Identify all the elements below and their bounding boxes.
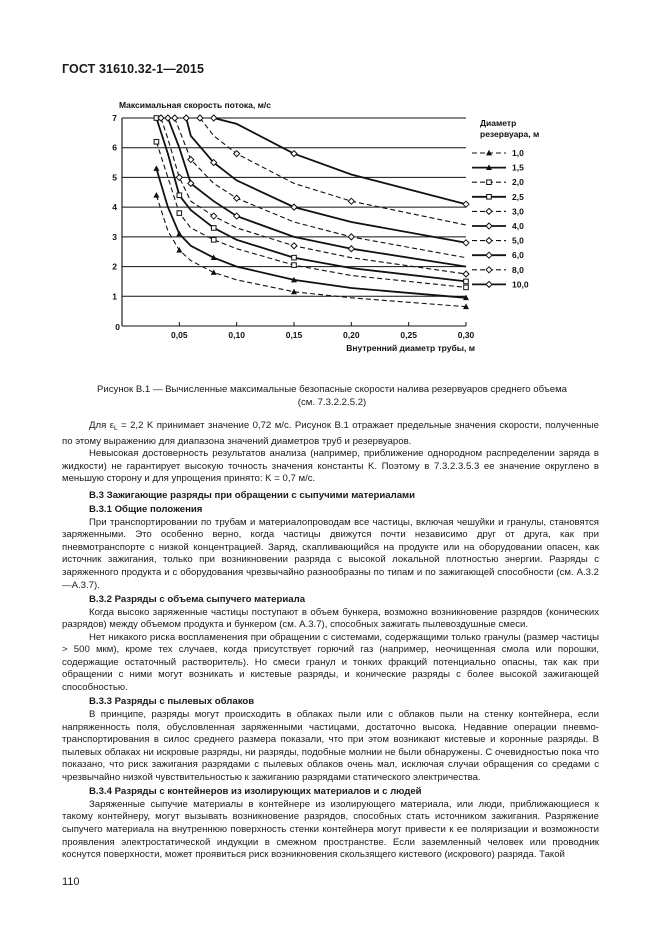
data-point	[211, 213, 217, 219]
data-point	[348, 246, 354, 252]
legend-label: 2,0	[512, 177, 524, 188]
chart-svg	[100, 96, 560, 358]
x-tick-label: 0,30	[457, 330, 475, 340]
data-point	[292, 263, 297, 268]
page-number: 110	[62, 876, 80, 888]
x-tick-label: 0,20	[343, 330, 360, 340]
y-tick-label: 5	[112, 172, 117, 183]
data-point	[234, 195, 240, 201]
x-axis-label: Внутренний диаметр трубы, м	[346, 343, 475, 353]
legend-label: 2,5	[512, 191, 524, 202]
p1-start: Для ε	[89, 420, 114, 431]
data-point	[177, 193, 182, 198]
data-point	[211, 269, 217, 275]
data-point	[291, 289, 297, 295]
data-point	[464, 285, 469, 290]
legend-label: 1,0	[512, 148, 524, 158]
legend-marker	[486, 208, 492, 214]
flow-velocity-chart	[100, 96, 560, 358]
y-tick-label: 1	[112, 291, 117, 302]
data-point	[291, 204, 297, 210]
section-b33-heading: В.3.3 Разряды с пылевых облаков	[89, 696, 255, 708]
y-axis-label: Максимальная скорость потока, м/с	[119, 100, 271, 110]
data-point	[176, 247, 182, 253]
data-point	[153, 165, 159, 171]
legend-label: 10,0	[512, 279, 529, 290]
y-tick-label: 6	[112, 142, 117, 153]
legend-label: 8,0	[512, 264, 524, 275]
data-point	[348, 234, 354, 240]
series-line	[156, 142, 466, 288]
x-tick-label: 0,25	[400, 330, 417, 340]
legend-label: 6,0	[512, 250, 524, 261]
legend-title-line-2: резервуара, м	[480, 129, 540, 139]
series-line	[200, 118, 466, 225]
data-point	[176, 231, 182, 237]
x-tick-label: 0,15	[285, 330, 303, 340]
figure-caption	[62, 384, 602, 409]
y-tick-label: 3	[112, 231, 117, 242]
legend-marker	[486, 252, 492, 258]
legend-label: 5,0	[512, 235, 524, 246]
data-point	[211, 115, 217, 121]
data-point	[154, 139, 159, 144]
section-b32-text-1: Когда высоко заряженные частицы поступают в объем бункера, возможно возникновение разрядов (конических разрядов) между объемом продукта и бункером (см. А.3.7), способных зажигать пылевоздушные смеси.	[62, 606, 599, 631]
legend-marker	[486, 281, 492, 287]
section-b34-heading: В.3.4 Разряды с контейнеров из изолирующих материалов и с людей	[89, 786, 422, 798]
caption-line-1: Рисунок В.1 — Вычисленные максимальные безопасные скорости налива резервуаров среднего объема	[96, 384, 568, 395]
section-b33-text: В принципе, разряды могут происходить в облаках пыли или с облаков пыли на стенку контейнера, если напряженность поля, обусловленная заряженными частицами, достаточно высока. Недавние операции пневмотранспортирования в силос среднего размера показали, что при этом возникают кистевые и коронные разряды. В пылевых облаках ни искровые разряды, ни разряды, подобные молнии не были обнаружены. С очевидностью пока что показано, что риск зажигания разрядами с пылевых облаков очень мал, исключая случаи обращения со средами с чрезвычайно низкой чувствительностью к зажиганию разрядами статического электричества.	[62, 709, 599, 783]
data-point	[463, 271, 469, 277]
section-b31-heading: В.3.1 Общие положения	[89, 504, 203, 516]
legend-marker	[486, 223, 492, 229]
paragraph-2: Невысокая достоверность результатов анализа (например, приближение однородном распределении заряда в жидкости) не гарантирует высокую точность значения константы K. Поэтому в 7.3.2.3.5.3 ее значение округлено в меньшую сторону и для упрощения принято: K = 0,7 м/с.	[62, 448, 599, 485]
series-line	[156, 118, 466, 281]
caption-line-2: (см. 7.3.2.2.5.2)	[297, 396, 367, 408]
legend-marker	[486, 267, 492, 273]
section-b32-heading: В.3.2 Разряды с объема сыпучего материала	[89, 594, 306, 606]
x-tick-label: 0,05	[171, 330, 188, 340]
data-point	[292, 255, 297, 260]
data-point	[177, 211, 182, 216]
data-point	[211, 238, 216, 243]
section-b34-text: Заряженные сыпучие материалы в контейнере из изолирующего материала, или люди, приближающиеся к такому контейнеру, могут вызывать возникновение разрядов, способных стать источником зажигания. Разряжение сыпучего материала на внутреннюю поверхность стенки контейнера могут привести к ее поляризации и возможности проявления электростатической индукции в смежном пространстве. Если заземленный человек или проводник коснутся поверхности, может проявиться риск возникновения скользящего кистевого (искрового) разряда. Такой	[62, 798, 599, 861]
legend-title-line-1: Диаметр	[480, 118, 517, 128]
data-point	[153, 192, 159, 198]
section-b31-text: При транспортировании по трубам и материалопроводам все частицы, включая чешуйки и гранулы, становятся заряженными. Это особенно верно, когда частицы движутся почти независимо друг от друга, как при пневмотранспорте с низкой концентрацией. Заряд, скапливающийся на продукте или на оборудовании опасен, как источник зажигания, только при возникновении разряда с высокой локальной плотностью энергии. Разряды с заряженного продукта и с оборудования чрезвычайно разнообразны по типам и по зажигающей способности (см. А.3.2—А.3.7).	[62, 516, 599, 591]
data-point	[291, 243, 297, 249]
data-point	[463, 240, 469, 246]
section-b32-text-2: Нет никакого риска воспламенения при обращении с системами, содержащими только гранулы (размер частицы > 500 мкм), кроме тех случаев, когда присутствует горючий газ (например, неочищенная смола или порошки, содержащие остаточный растворитель). Но смеси гранул и тонких фракций потенциально опасны, так как при обращении с ними могут возникать и кистевые разряды, и конические разряды с более высокой зажигающей способностью.	[62, 631, 599, 693]
legend-marker	[486, 238, 492, 244]
data-point	[464, 279, 469, 284]
legend-label: 1,5	[512, 162, 524, 173]
data-point	[188, 157, 194, 163]
p1-subscript: L	[114, 425, 118, 432]
p1-end: = 2,2 K принимает значение 0,72 м/с. Рисунок В.1 отражает предельные значения скорости, полученные по этому выражению для диапазона значений диаметров труб и резервуаров.	[62, 420, 599, 447]
legend-marker	[487, 195, 492, 200]
data-point	[176, 174, 182, 180]
data-point	[172, 115, 178, 121]
body-text	[62, 420, 599, 862]
y-tick-label: 2	[112, 261, 117, 272]
series-line	[156, 169, 466, 298]
document-header: ГОСТ 31610.32-1—2015	[62, 62, 205, 76]
data-point	[348, 198, 354, 204]
data-point	[291, 151, 297, 157]
data-point	[211, 226, 216, 231]
paragraph-1	[62, 420, 599, 448]
data-point	[463, 201, 469, 207]
x-tick-label: 0,10	[228, 330, 245, 340]
legend-marker	[487, 180, 492, 185]
section-b3-heading: В.3 Зажигающие разряды при обращении с сыпучими материалами	[89, 489, 416, 501]
legend-label: 3,0	[512, 206, 524, 217]
data-point	[165, 115, 171, 121]
origin-label: 0	[115, 322, 120, 332]
y-tick-label: 7	[112, 113, 117, 123]
data-point	[183, 115, 189, 121]
legend-label: 4,0	[512, 221, 524, 231]
y-tick-label: 4	[112, 202, 117, 213]
